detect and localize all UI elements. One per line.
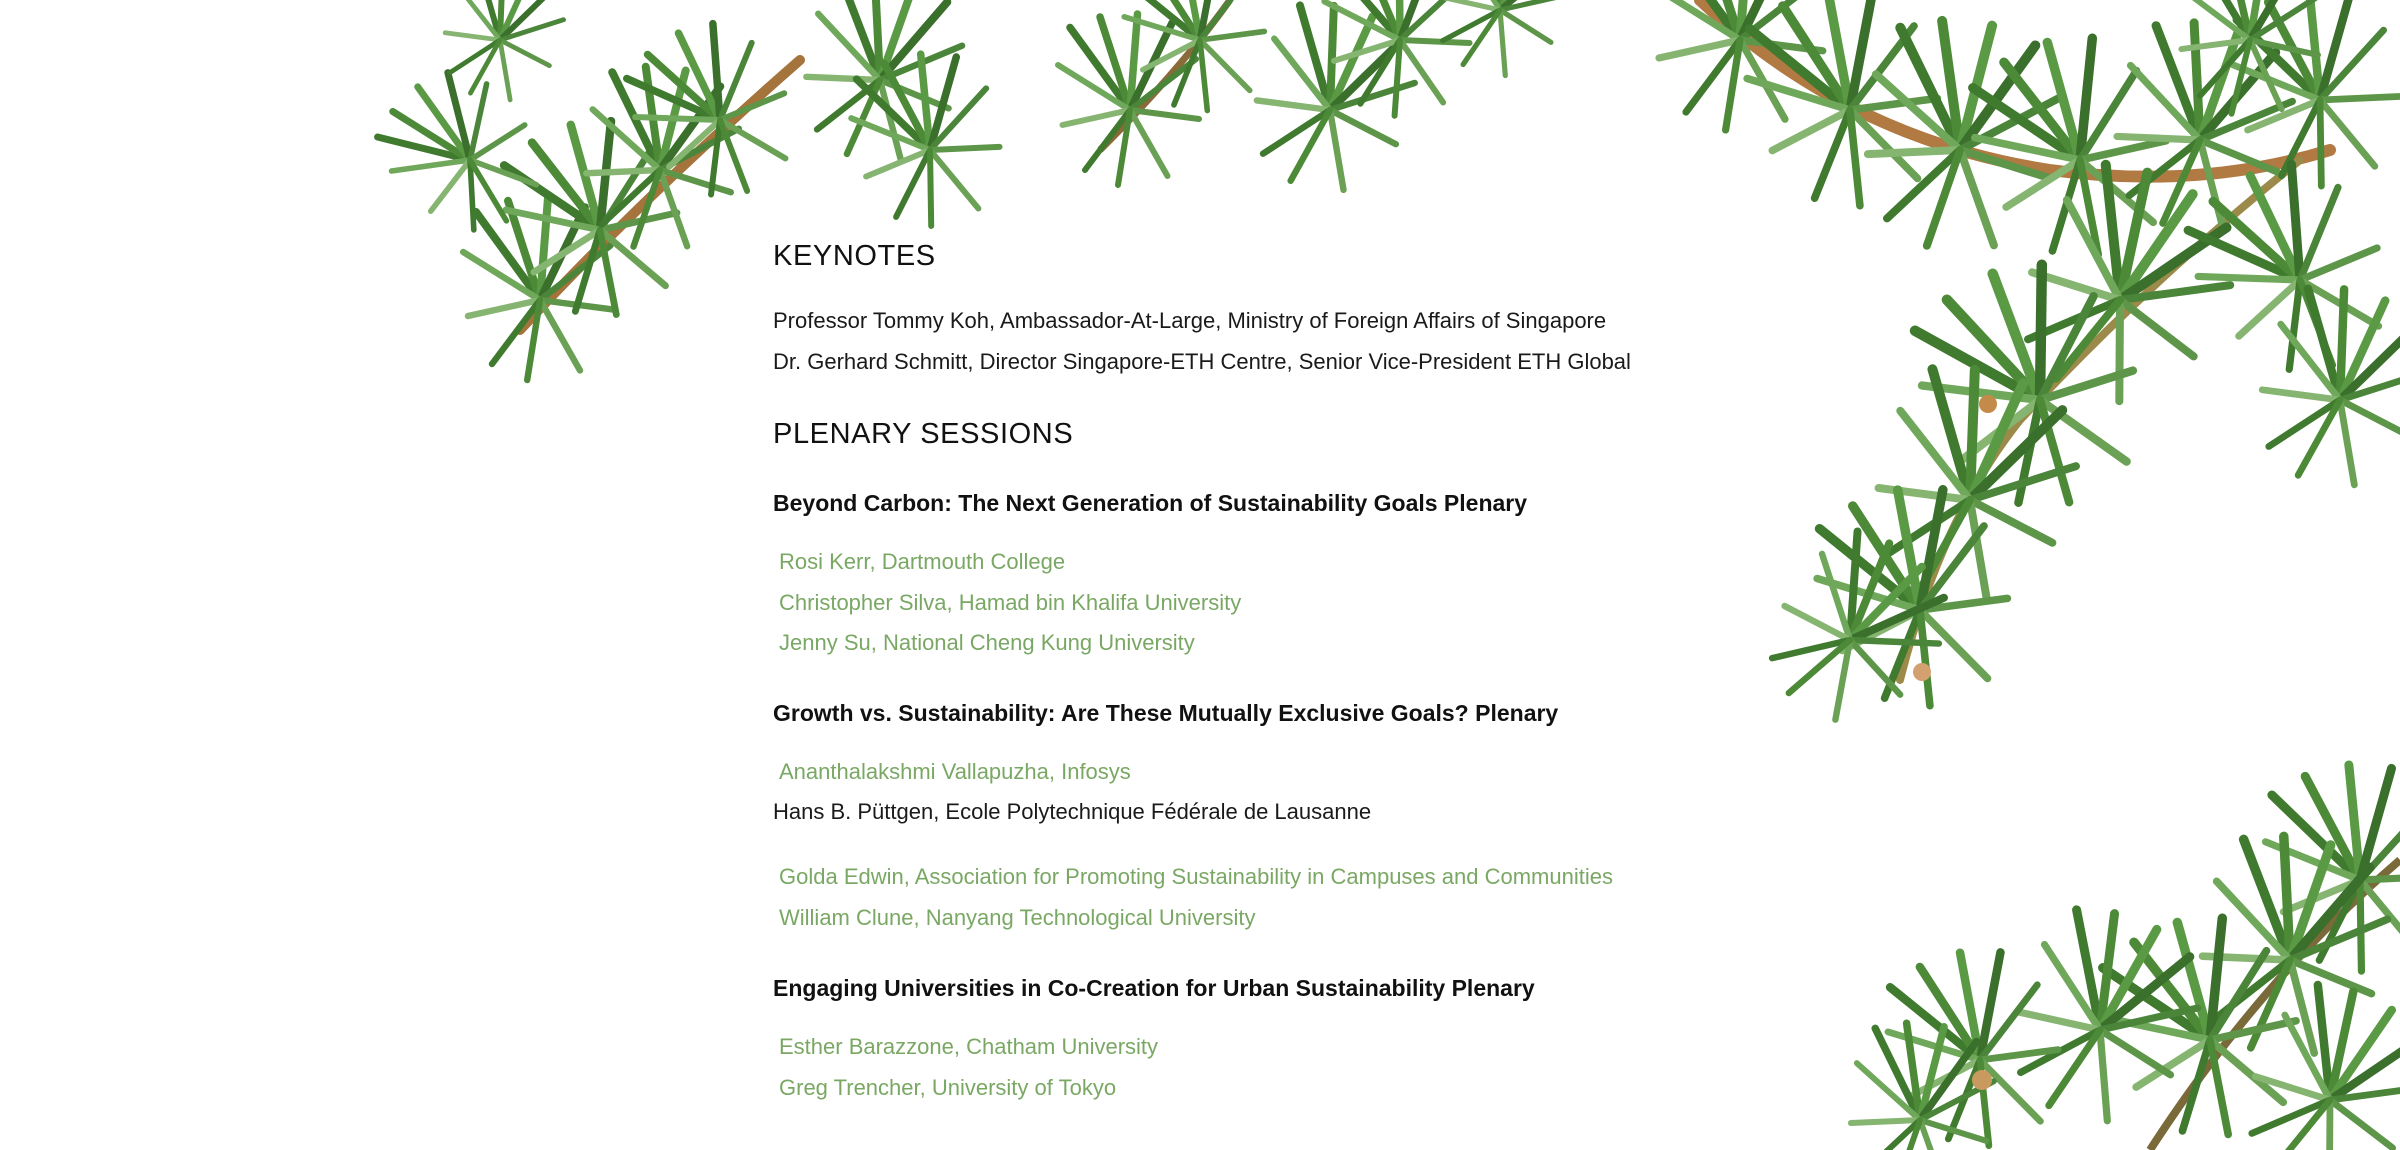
session-speaker: Christopher Silva, Hamad bin Khalifa University	[779, 590, 1242, 615]
keynote-speaker: Professor Tommy Koh, Ambassador-At-Large, Ministry of Foreign Affairs of Singapore	[773, 308, 1607, 333]
session-speaker: Esther Barazzone, Chatham University	[779, 1034, 1159, 1059]
session-speaker: William Clune, Nanyang Technological University	[779, 905, 1256, 930]
pine-branch-icon	[1058, 0, 1589, 210]
pine-branch-icon	[1836, 752, 2400, 1150]
session-title: Beyond Carbon: The Next Generation of Sustainability Goals Plenary	[773, 490, 1528, 516]
session-speaker: Jenny Su, National Cheng Kung University	[779, 630, 1195, 655]
session-speaker: Greg Trencher, University of Tokyo	[779, 1075, 1117, 1100]
session-speaker: Rosi Kerr, Dartmouth College	[779, 549, 1066, 574]
session-title: Engaging Universities in Co-Creation for Urban Sustainability Plenary	[773, 975, 1535, 1001]
plenary-sessions-heading: PLENARY SESSIONS	[773, 418, 1074, 450]
session-speaker: Golda Edwin, Association for Promoting Sustainability in Campuses and Communities	[779, 864, 1613, 889]
keynote-speaker: Dr. Gerhard Schmitt, Director Singapore-ETH Centre, Senior Vice-President ETH Global	[773, 349, 1631, 374]
session-speaker: Hans B. Püttgen, Ecole Polytechnique Fédérale de Lausanne	[773, 799, 1372, 824]
pine-branch-icon	[1654, 0, 2400, 749]
keynotes-heading: KEYNOTES	[773, 240, 936, 272]
session-title: Growth vs. Sustainability: Are These Mutually Exclusive Goals? Plenary	[773, 700, 1559, 726]
session-speaker: Ananthalakshmi Vallapuzha, Infosys	[779, 759, 1131, 784]
